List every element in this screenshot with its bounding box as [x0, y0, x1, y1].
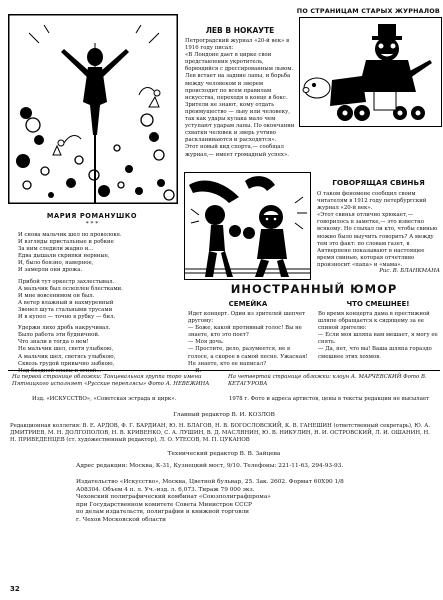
lion-boxer-illustration — [184, 172, 311, 280]
lion-article-body — [185, 38, 297, 159]
pig-paragraph: «Этот свинья отлично хрюкает,— говорилось в заметке,— это известно всякому. Но слыхал ли кто, чтобы свинью можно было выучить говорить? А между тем это факт: по словам газет, в Антверпене показывают в настоящее время свинью, которая отчетливо произносит «папа» и «мама». — [317, 212, 438, 268]
lion-paragraph: «В Лондоне дает в цирке свои представления укротитель, борющийся с дрессированным львом. Лев встает на задние лапы, и борьба между человеком и зверем происходит по всем правилам искусства, переходя в конце в бокс. Зрители не знают, кому отдать преимущество — льву или человеку, так как удары кулака мало чем уступают ударам лапы. По окончании схватки человек и зверь учтиво раскланиваются и расходятся». — [185, 52, 295, 144]
poem-line: Не мальчик шел, светя улыбкою, — [18, 346, 114, 353]
poem-line: Едва дышали скрипки нервные, — [18, 253, 110, 260]
section-divider — [8, 370, 440, 371]
imprint-line: Издательство «Искусство», Москва, Цветной бульвар, 25. Зак. 2602. Формат 60Х90 1/8 — [76, 479, 344, 485]
imprint-block — [76, 479, 436, 525]
fourth-cover-credit: На четвертой странице обложки: клоун А. МАРЧЕВСКИЙ Фото В. КЕТАГУРОВА — [228, 374, 427, 388]
semeika-line: — Простите, дело, разумеется, не в голосе, а скорее в самой песне. Ужасная! Не знаете, кто ее написал? — [188, 346, 308, 367]
poem-line: И мне вовсенимом он был. — [18, 292, 95, 299]
what-funnier-line: Во время концерта дама в престижной шляпе обращается к сидящему за ее спиной зрителю: — [318, 311, 430, 332]
what-funnier-line: — Да, нет, что вы! Ваша шляпа гораздо смешнее этих хохмов. — [318, 346, 432, 360]
poem-line: Сквозь грудой привычно зыбкою, — [18, 360, 115, 367]
tech-editor: Технический редактор В. В. Зайцева — [167, 451, 281, 457]
first-cover-credit: На первой странице обложки: Танцевальная группа торо имени Пятницкого исполняет «Русские переплясы» Фото А. НЕВЕЖИНА — [12, 374, 210, 388]
poem-line: Было работа эти будничной. — [18, 332, 100, 339]
semeika-line: Идет концерт. Один из зрителей шепчет другому: — [188, 311, 306, 325]
poem-line: За ним следили жадно и... — [18, 246, 94, 253]
poem-body — [18, 232, 180, 375]
semeika-title: СЕМЕЙКА — [228, 300, 268, 308]
semeika-line: — Моя дочь. — [188, 339, 224, 346]
poem-line: Прибой тут оркестр захлестывал. — [18, 278, 115, 285]
foreign-humor-title: ИНОСТРАННЫЙ ЮМОР — [230, 282, 398, 296]
poem-line: Удержи лихо дробь накручивал. — [18, 325, 111, 332]
page-number: 32 — [10, 585, 20, 593]
publisher-line: Изд. «ИСКУССТВО», «Советская эстрада и цирк». — [32, 396, 177, 402]
editorial-board: Редакционная коллегия: В. Е. АРДОВ, Ф. Г. БАРДИАН, Ю. Н. БЛАГОВ, Н. В. БОГОСЛОВСКИЙ, К. В. ГАНЕШИН (ответственный секретарь), Ю. А. ДМИТРИЕВ, М. Н. ДОЛГОПОЛОВ, Н. В. КРИВЕНКО, С. А. ЛУШИН, В. Д. МАСЛЯНИН, Ю. В. НИКУЛИН, Я. И. ОСТРОВСКИЙ, Л. И. ОШАНИН, Н. Н. ПРИВЕДЕНЦЕВ (ст. художественный редактор), Л. О. УТЕСОВ, М. П. ЦУКАНОВ — [10, 423, 431, 444]
lion-paragraph: Этот новый вид спорта,— сообщал журнал,— имеет громадный успех». — [185, 144, 289, 158]
poem-line: А мальчик шел, светясь улыбкою, — [18, 353, 116, 360]
pig-clown-illustration — [299, 17, 442, 127]
poem-line: И взгляды пристальные и робкие — [18, 239, 114, 246]
pig-article-body — [317, 191, 440, 269]
chief-editor: Главный редактор В. И. КОЗЛОВ — [173, 412, 275, 418]
poem-line: Звенел шута стальными трусами — [18, 306, 113, 313]
poem-stars: * * * — [85, 221, 99, 227]
poem-line: И в купол — точно в рубку — бил. — [18, 314, 116, 321]
what-funnier-title: ЧТО СМЕШНЕЕ! — [346, 300, 410, 308]
poem-line: А мальчик был ослеплен блестками. — [18, 285, 123, 292]
poem-author: МАРИЯ РОМАНУШКО — [46, 212, 138, 220]
semeika-line: — Боже, какой противный голос! Вы не знаете, кто это поет? — [188, 325, 302, 339]
lion-paragraph: Петроградский журнал «20-й век» в 1916 году писал: — [185, 38, 290, 52]
imprint-line: по делам издательств, полиграфии и книжной торговли — [76, 509, 250, 516]
pig-caption: Рис. В. БЛАНКМАНА — [379, 268, 440, 274]
address-line: Адрес редакции: Москва, К-31, Кузнецкий мост, 9/10. Телефоны: 221-11-63, 294-93-93. — [76, 463, 344, 469]
poem-line: И замерли они дрожа. — [18, 267, 83, 274]
poem-line: А ветер влажный и нахмуренный — [18, 299, 114, 306]
lion-article-title: ЛЕВ В НОКАУТЕ — [205, 26, 275, 35]
tightrope-walker-illustration — [8, 14, 178, 204]
pig-paragraph: О таком феномене сообщил своим читателям в 1912 году петербургский журнал «20-й век». — [317, 191, 427, 212]
imprint-line: г. Чехов Московской области — [76, 516, 167, 523]
poem-line: И, было боязно, наверное, — [18, 260, 94, 267]
imprint-line: Чеховский полиграфический комбинат «Союзполиграфпрома» — [76, 494, 271, 501]
what-funnier-body — [318, 311, 440, 361]
semeika-body — [188, 311, 310, 375]
what-funnier-line: — Если моя шляпа вам мешает, я могу ее снять. — [318, 332, 438, 346]
poem-line: И снова мальчик шел по проволоке. — [18, 232, 122, 238]
section-header: ПО СТРАНИЦАМ СТАРЫХ ЖУРНАЛОВ — [296, 7, 440, 15]
pig-article-title: ГОВОРЯЩАЯ СВИНЬЯ — [332, 178, 425, 187]
imprint-line: при Государственном комитете Совета Министров СССР — [76, 501, 252, 508]
imprint-line: А08304. Объем 4 п. л. Уч.-изд. л. 6,073. Тираж 79 000 экз. — [76, 486, 255, 493]
year-note: 1978 г. Фото и адреса артистов, цены в тексты редакции не высылает — [229, 396, 430, 402]
poem-line: Что знали в тогда о нем! — [18, 339, 89, 346]
